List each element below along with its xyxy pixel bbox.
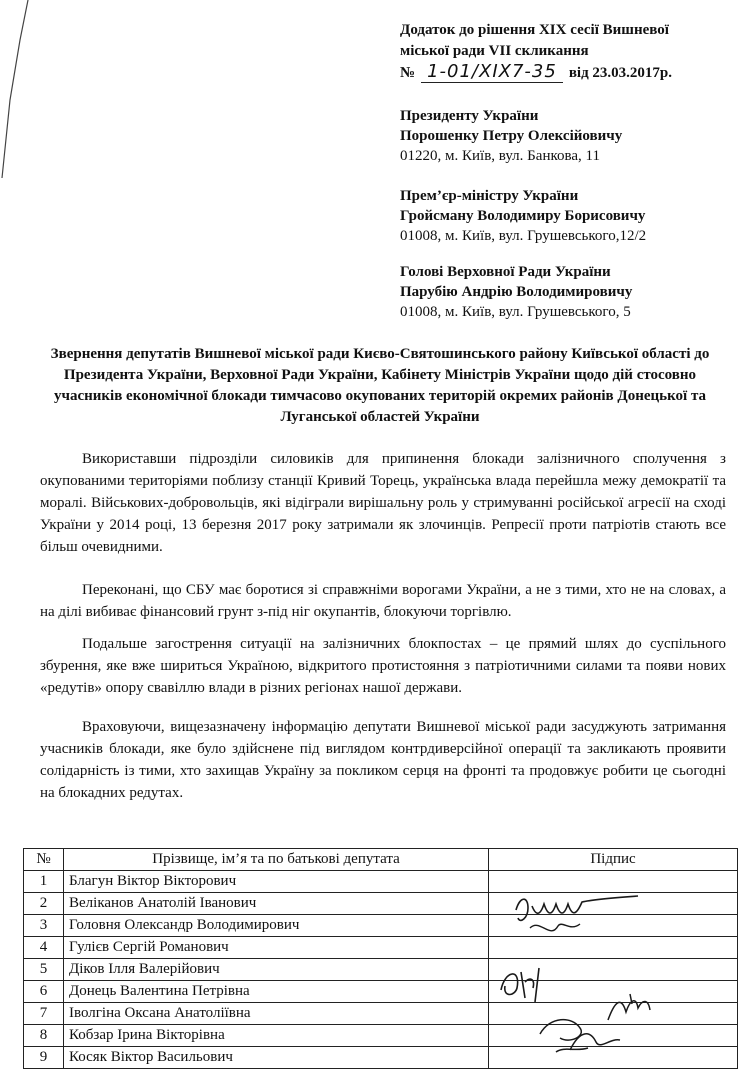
signature-cell xyxy=(489,1047,738,1069)
addressee-address: 01220, м. Київ, вул. Банкова, 11 xyxy=(400,148,600,164)
deputy-name: Іволгіна Оксана Анатоліївна xyxy=(64,1003,489,1025)
row-number: 4 xyxy=(24,937,64,959)
deputy-name: Гулієв Сергій Романович xyxy=(64,937,489,959)
signature-cell xyxy=(489,871,738,893)
annex-line-2: міської ради VII скликання xyxy=(400,43,589,59)
signature-cell xyxy=(489,981,738,1003)
signature-cell xyxy=(489,915,738,937)
deputy-name: Веліканов Анатолій Іванович xyxy=(64,893,489,915)
table-row xyxy=(24,937,738,959)
addressee-role: Голові Верховної Ради України xyxy=(400,264,611,280)
table-row xyxy=(24,893,738,915)
document-annex-header xyxy=(400,20,730,84)
table-row xyxy=(24,1047,738,1069)
header-number: № xyxy=(24,849,64,871)
addressee-prime-minister xyxy=(400,186,730,246)
deputy-name: Кобзар Ірина Вікторівна xyxy=(64,1025,489,1047)
signature-cell xyxy=(489,1025,738,1047)
addressee-name: Парубію Андрію Володимировичу xyxy=(400,284,633,300)
table-row xyxy=(24,1025,738,1047)
addressee-role: Президенту України xyxy=(400,108,539,124)
annex-line-1: Додаток до рішення XIX сесії Вишневої xyxy=(400,22,669,38)
signature-cell xyxy=(489,959,738,981)
row-number: 7 xyxy=(24,1003,64,1025)
decision-date: від 23.03.2017р. xyxy=(568,65,673,81)
addressee-address: 01008, м. Київ, вул. Грушевського, 5 xyxy=(400,304,631,320)
body-paragraph-1: Використавши підрозділи силовиків для припинення блокади залізничного сполучення з окупованими територіями поблизу станції Кривий Торець, українська влада перейшла межу демократії та моралі. Військових-добровольців, які відіграли вирішальну роль у стримуванні російської агресії на сході України у 2014 році, 13 березня 2017 року затримали як злочинців. Репресії проти патріотів стають все більш очевидними. xyxy=(40,451,726,555)
table-header-row xyxy=(24,849,738,871)
appeal-title: Звернення депутатів Вишневої міської ради Києво-Святошинського району Київської області до Президента України, Верховної Ради України, Кабінету Міністрів України щодо дій стосовно учасників економічної блокади тимчасово окупованих територій окремих районів Донецької та Луганської областей України xyxy=(50,346,710,425)
row-number: 5 xyxy=(24,959,64,981)
scan-edge-mark xyxy=(0,0,30,180)
row-number: 2 xyxy=(24,893,64,915)
deputy-name: Благун Віктор Вікторович xyxy=(64,871,489,893)
body-paragraph-4: Враховуючи, вищезазначену інформацію депутати Вишневої міської ради засуджують затримання учасників блокади, яке було здійснене під виглядом контрдиверсійної операції та закликають проявити солідарність із тими, хто захищав Україну за покликом серця на фронті та продовжує робити це сьогодні на блокадних редутах. xyxy=(40,719,726,801)
deputy-name: Косяк Віктор Васильович xyxy=(64,1047,489,1069)
deputy-name: Донець Валентина Петрівна xyxy=(64,981,489,1003)
signature-cell xyxy=(489,1003,738,1025)
row-number: 3 xyxy=(24,915,64,937)
body-paragraph-2: Переконані, що СБУ має боротися зі справжніми ворогами України, а не з тими, хто не на словах, а на ділі вибиває фінансовий грунт з-під ніг окупантів, блокуючи торгівлю. xyxy=(40,582,726,620)
deputy-name: Діков Ілля Валерійович xyxy=(64,959,489,981)
deputy-name: Головня Олександр Володимирович xyxy=(64,915,489,937)
row-number: 1 xyxy=(24,871,64,893)
addressee-role: Прем’єр-міністру України xyxy=(400,188,579,204)
annex-number-line xyxy=(400,62,730,84)
table-row xyxy=(24,871,738,893)
table-row xyxy=(24,1003,738,1025)
addressee-name: Гройсману Володимиру Борисовичу xyxy=(400,208,646,224)
body-paragraph-3: Подальше загострення ситуації на залізничних блокпостах – це прямий шлях до суспільного збурення, яке вже шириться Україною, відкритого протистояння з патріотичними силами та появи нових «редутів» опору свавіллю влади в різних регіонах нашої держави. xyxy=(40,636,726,696)
header-full-name: Прізвище, ім’я та по батькові депутата xyxy=(64,849,489,871)
addressee-president xyxy=(400,106,730,166)
header-signature: Підпис xyxy=(489,849,738,871)
addressee-address: 01008, м. Київ, вул. Грушевського,12/2 xyxy=(400,228,647,244)
number-sign: № xyxy=(400,65,416,81)
table-row xyxy=(24,959,738,981)
table-row xyxy=(24,915,738,937)
addressee-name: Порошенку Петру Олексійовичу xyxy=(400,128,623,144)
signature-cell xyxy=(489,893,738,915)
signature-cell xyxy=(489,937,738,959)
deputies-signature-table xyxy=(23,848,738,1069)
row-number: 6 xyxy=(24,981,64,1003)
table-row xyxy=(24,981,738,1003)
handwritten-decision-number: 1-01/XIX7-35 xyxy=(421,62,563,83)
addressee-rada-chairman xyxy=(400,262,730,322)
row-number: 9 xyxy=(24,1047,64,1069)
row-number: 8 xyxy=(24,1025,64,1047)
